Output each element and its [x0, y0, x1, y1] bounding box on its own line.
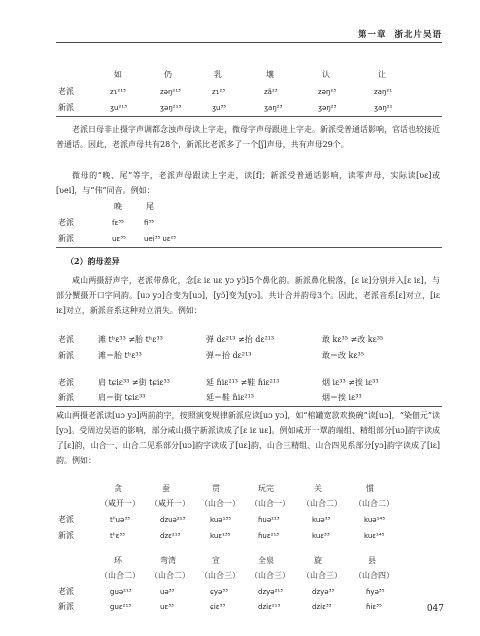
category: （咸开一）	[150, 499, 190, 508]
char: 认	[322, 70, 330, 79]
char: 旋	[314, 556, 322, 565]
comparison: 延＝鞋 ɦiɛ²¹³	[206, 393, 255, 402]
chapter-title: 浙北片吴语	[394, 30, 442, 40]
category: （山合一）	[200, 499, 240, 508]
reading: uei³⁵ ʋɛ²⁵	[144, 235, 177, 243]
reading: ɦuə²¹³	[258, 516, 280, 524]
comparison: 敢 kɛ³⁵ ≠改 kɛ³⁵	[322, 335, 384, 344]
comparison: 延 ɦiɛ²¹³ ≠鞋 ɦiɛ²¹³	[206, 378, 280, 387]
reading: dziɛ²¹³	[258, 603, 281, 611]
reading: uə³³	[160, 588, 175, 596]
reading: ʒaŋ²³	[264, 104, 283, 112]
reading: ɦyə³⁵	[366, 588, 385, 596]
reading: uɛ³³	[160, 603, 174, 611]
table-rule	[56, 247, 442, 248]
char: 县	[368, 556, 376, 565]
category: （山合三）	[250, 571, 290, 580]
row-label: 新派	[58, 234, 74, 243]
running-header	[358, 28, 442, 40]
row-label: 新派	[58, 103, 74, 112]
comparison: 肩 tɕiɛ³³ ≠街 tɕiɛ³³	[98, 378, 170, 387]
row-label: 老派	[58, 218, 74, 227]
row-label: 老派	[58, 515, 74, 524]
reading: kuɛ¹³⁵	[210, 532, 231, 540]
reading: ɦiɛ³⁵	[366, 603, 382, 611]
char: 弯湾	[160, 556, 176, 565]
reading: ʒaŋ²¹	[374, 104, 393, 112]
reading: ʒəŋ²³	[318, 104, 337, 112]
reading: dzyə³³	[312, 588, 335, 596]
reading: zɿ²¹³	[110, 88, 126, 96]
reading: zã²³	[264, 88, 278, 96]
reading: zəŋ²³	[318, 88, 337, 96]
comparison: 弹＝抬 dɛ²¹³	[206, 351, 252, 360]
category: （山合三）	[200, 571, 240, 580]
row-label: 老派	[58, 378, 74, 387]
char: 贪	[114, 484, 122, 493]
category: （山合一）	[250, 499, 290, 508]
char: 仍	[164, 70, 172, 79]
reading: dzyə²¹³	[258, 588, 283, 596]
comparison: 滩＝胎 tʰɛ³³	[98, 351, 142, 360]
comparison: 滩 tʰɛ³³ ≠胎 tʰɛ³³	[98, 335, 163, 344]
char: 宣	[212, 556, 220, 565]
comparison: 烟 iɛ³³ ≠挨 iɛ³³	[322, 378, 379, 387]
paragraph: 微母的“晚、尾”等字，老派声母跟读上字走，读[f]；新派受普通话影响，读零声母，实际读[ʋɛ]或[ʋei]，与“伟”同音。例如：	[56, 171, 440, 195]
char: 壤	[266, 70, 274, 79]
paragraph: 咸山两摄老派读[uɔ yɔ]两前韵字，按照演变规律新派应读[uɔ yɔ]，如“棺罐宽款欢换碗”读[uɔ]，“染佃元”读[yɔ]。受周边吴语的影响，部分咸山摄字新派读成了[ɛ iɛ uɛ]。例如咸开一覃韵端组、精组部分[uɔ]韵字读成了[ɛ]韵，山合一、山合二见系部分[uɔ]韵字读成了[uɛ]韵，山合三精组、山合四见系部分[yɔ]韵字读成了[iɛ]韵。例如：	[56, 411, 440, 465]
reading: ɦuɛ²¹³	[258, 532, 280, 540]
table-rule	[56, 406, 442, 407]
reading: zəŋ²¹³	[160, 88, 181, 96]
reading: uɛ³⁵	[112, 235, 126, 243]
reading: guɛ²¹³	[110, 603, 132, 611]
char: 贯	[212, 484, 220, 493]
row-label: 老派	[58, 335, 74, 344]
char: 玩完	[258, 484, 274, 493]
reading: kuɛ¹⁴⁵	[364, 532, 385, 540]
char: 全泉	[258, 556, 274, 565]
section-heading: （2）韵母差异	[66, 256, 120, 266]
row-label: 老派	[58, 587, 74, 596]
reading: tʰɛ³³	[110, 532, 125, 540]
row-label: 新派	[58, 531, 74, 540]
reading: ʒu²¹³	[110, 104, 127, 112]
row-label: 老派	[58, 87, 74, 96]
reading: dziɛ³³	[312, 603, 332, 611]
reading: dzuə²¹³	[160, 516, 186, 524]
comparison: 弹 dɛ²¹³ ≠抬 dɛ²¹³	[206, 335, 275, 344]
reading: zɿ²³	[212, 88, 225, 96]
reading: guə²¹³	[110, 588, 132, 596]
row-label: 新派	[58, 602, 74, 611]
char: 如	[114, 70, 122, 79]
header-rule	[56, 42, 442, 43]
comparison: 烟＝挨 iɛ³³	[322, 393, 362, 402]
reading: kuɛ³³	[312, 532, 330, 540]
char: 让	[378, 70, 386, 79]
reading: kuə³³	[312, 516, 331, 524]
char: 惯	[366, 484, 374, 493]
paragraph: 老派日母非止摄字声调都念浊声母读上字走，微母字声母跟进上字走。新派受普通话影响，官话也较接近普通话。因此，老派声母共有28个，新派比老派多了一个[ʃ]声母，共有声母29个。	[56, 125, 440, 149]
char: 乳	[214, 70, 222, 79]
char: 晚	[114, 202, 122, 211]
reading: kuə¹³⁵	[210, 516, 231, 524]
reading: ɕyə³³	[210, 588, 228, 596]
category: （山合二）	[354, 499, 394, 508]
table-rule	[56, 116, 442, 117]
char: 关	[314, 484, 322, 493]
reading: fɛ³⁵	[112, 219, 124, 227]
chapter-label: 第一章	[357, 30, 387, 40]
comparison: 敢＝改 kɛ³⁵	[322, 351, 364, 360]
category: （山合二）	[150, 571, 190, 580]
reading: fi³⁵	[144, 219, 155, 227]
char: 蚕	[162, 484, 170, 493]
category: （山合四）	[354, 571, 394, 580]
page-number: 047	[426, 604, 444, 614]
row-label: 新派	[58, 351, 74, 360]
reading: ʒəŋ²¹³	[160, 104, 182, 112]
category: （山合三）	[302, 571, 342, 580]
comparison: 肩＝街 tɕiɛ³³	[98, 393, 146, 402]
reading: ʒu³⁵	[212, 104, 227, 112]
reading: kuə¹⁴⁵	[364, 516, 385, 524]
row-label: 新派	[58, 393, 74, 402]
category: （山合二）	[100, 571, 140, 580]
char: 尾	[146, 202, 154, 211]
char: 环	[114, 556, 122, 565]
category: （山合二）	[302, 499, 342, 508]
reading: tʰuə³³	[110, 516, 130, 524]
category: （咸开一）	[100, 499, 140, 508]
reading: ɕiɛ³³	[210, 603, 226, 611]
paragraph: 咸山两摄舒声字，老派带鼻化，念[ɛ iɛ uɛ yɔ yɔ̃]5个鼻化韵。新派鼻化脱落，[ɛ iɛ]分别并入[ɛ iɛ]，与部分蟹摄开口字同韵。[uɔ yɔ]合变为[uɔ]，[yɔ̃]变为[yɔ]。共计合并韵母3个。因此，老派音系[ɛ]对立，[iɛ iɛ]对立，新派音系这种对立消失。例如：	[56, 276, 440, 315]
reading: dzɛ²¹³	[160, 532, 181, 540]
reading: zaŋ²¹	[374, 88, 393, 96]
